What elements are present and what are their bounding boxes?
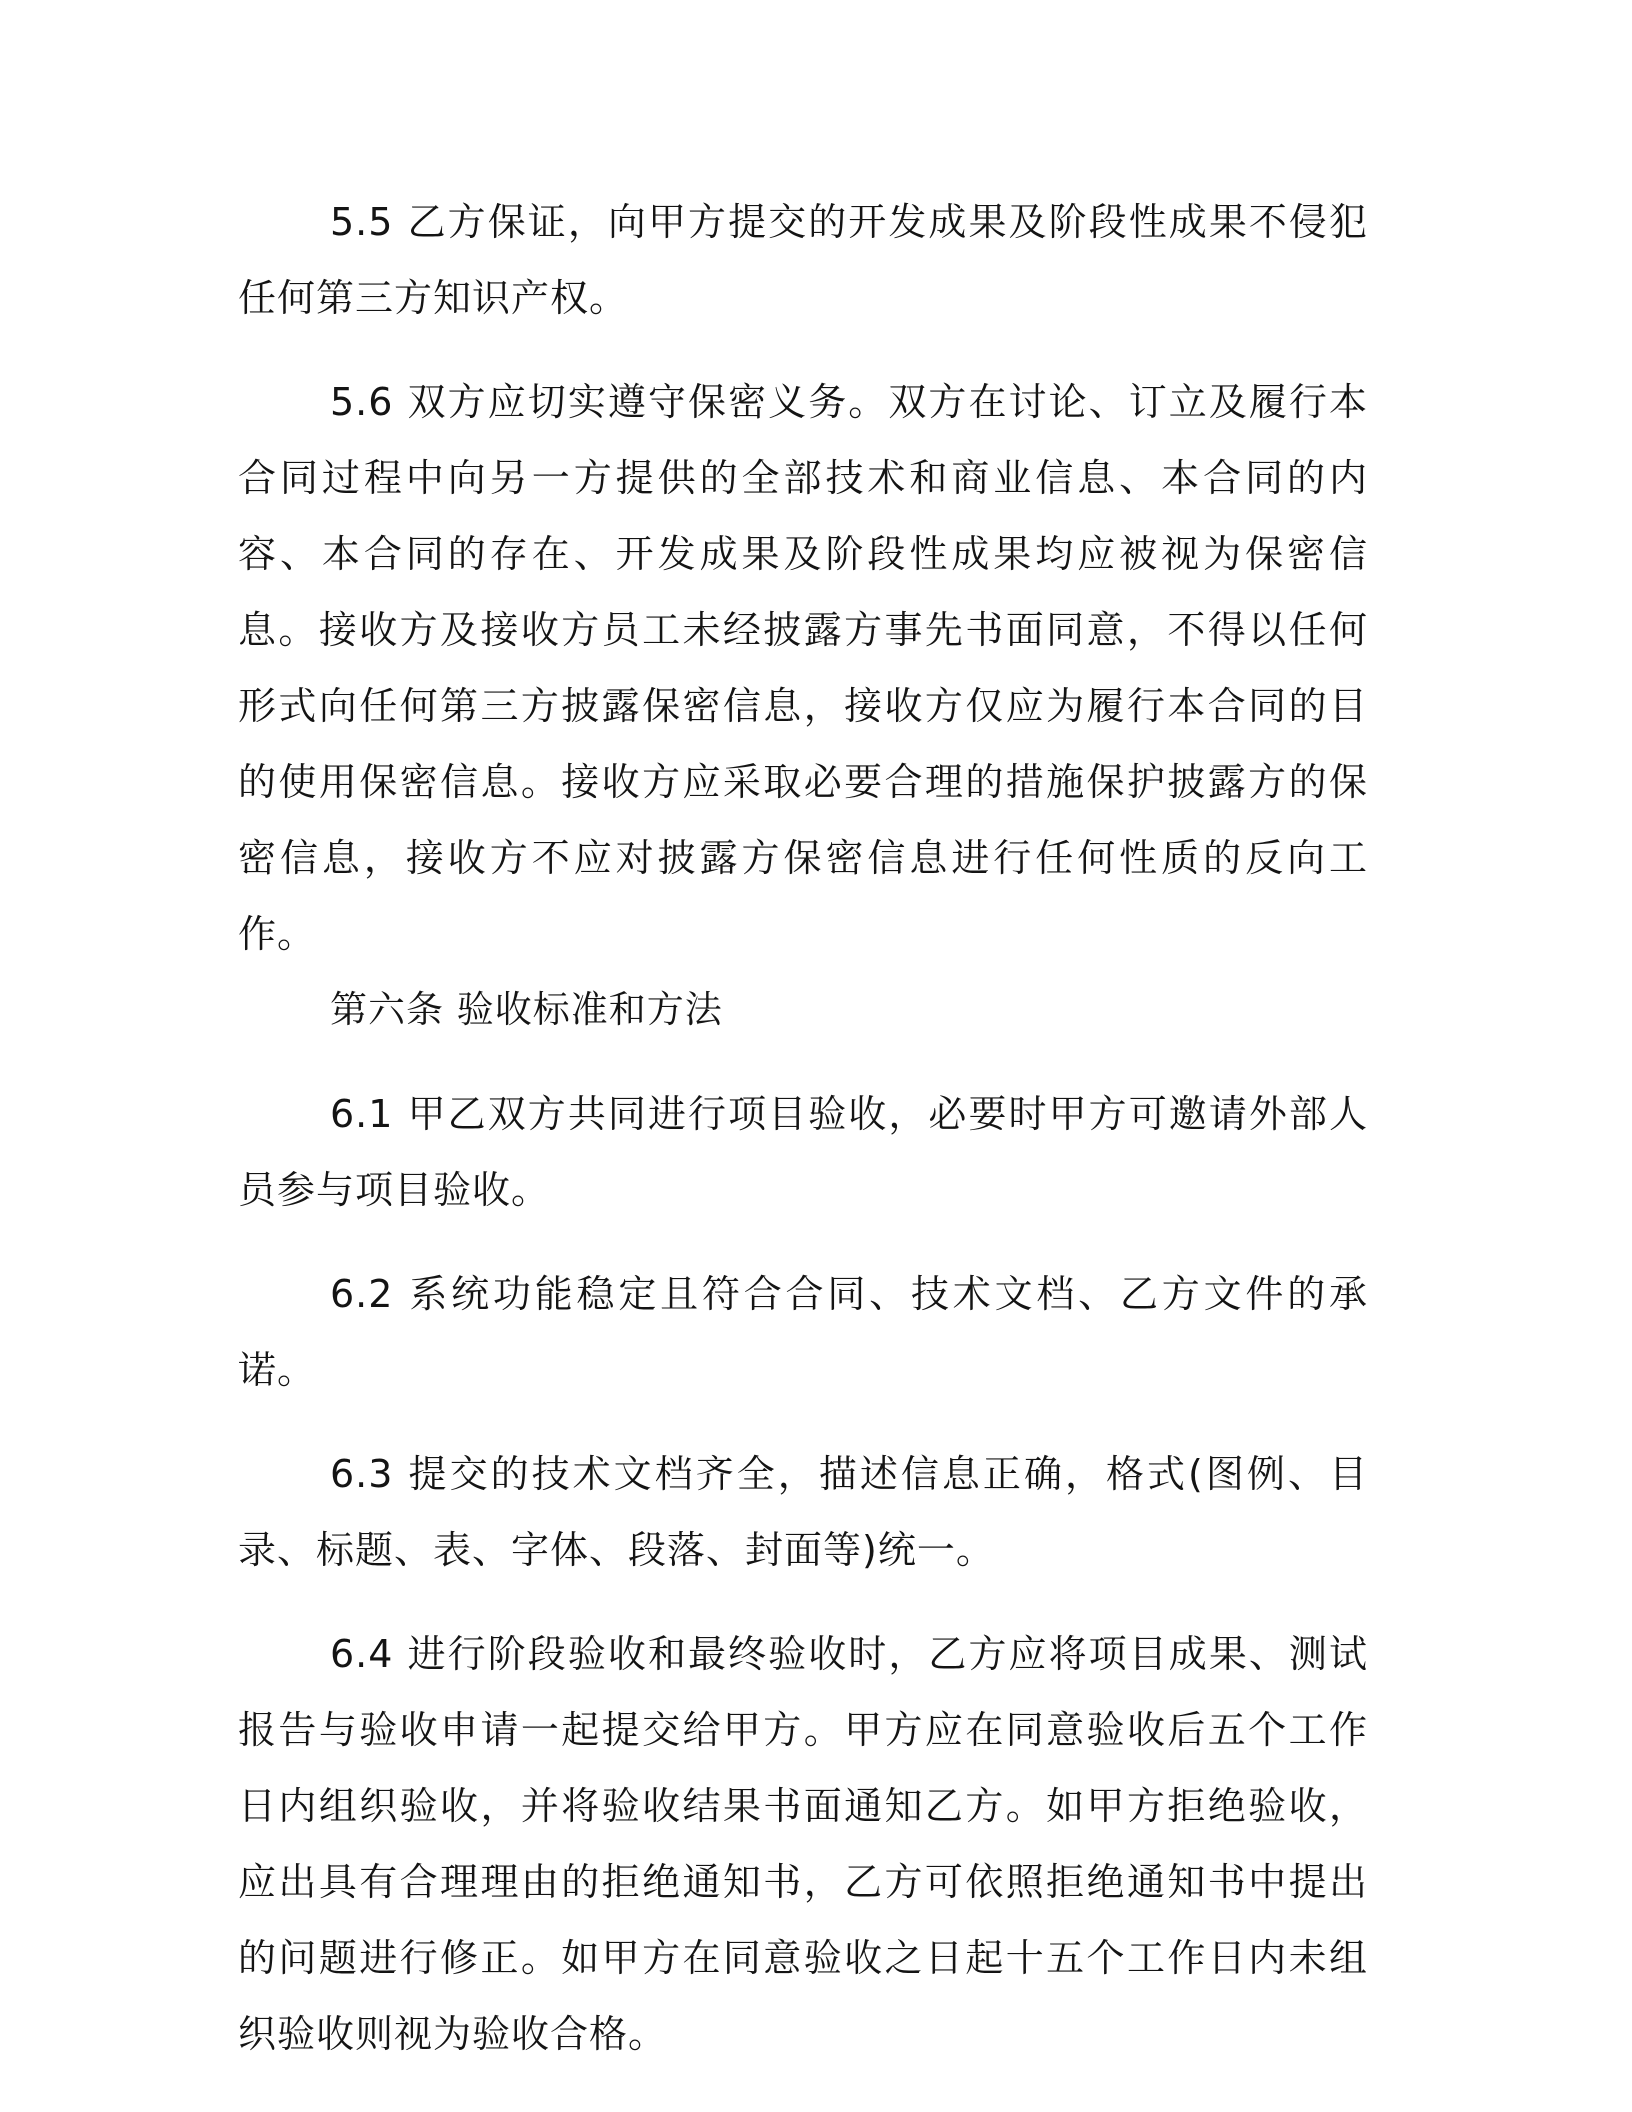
clause-6-1: 6.1 甲乙双方共同进行项目验收，必要时甲方可邀请外部人员参与项目验收。 <box>238 1092 1368 1212</box>
clause-5-5: 5.5 乙方保证，向甲方提交的开发成果及阶段性成果不侵犯任何第三方知识产权。 <box>238 200 1368 320</box>
clause-6-3: 6.3 提交的技术文档齐全，描述信息正确，格式(图例、目录、标题、表、字体、段落、封面等)统一。 <box>238 1452 1368 1572</box>
clause-5-6: 5.6 双方应切实遵守保密义务。双方在讨论、订立及履行本合同过程中向另一方提供的全部技术和商业信息、本合同的内容、本合同的存在、开发成果及阶段性成果均应被视为保密信息。接收方及接收方员工未经披露方事先书面同意，不得以任何形式向任何第三方披露保密信息，接收方仅应为履行本合同的目的使用保密信息。接收方应采取必要合理的措施保护披露方的保密信息，接收方不应对披露方保密信息进行任何性质的反向工作。 <box>238 380 1368 956</box>
clause-6-4: 6.4 进行阶段验收和最终验收时，乙方应将项目成果、测试报告与验收申请一起提交给甲方。甲方应在同意验收后五个工作日内组织验收，并将验收结果书面通知乙方。如甲方拒绝验收，应出具有合理理由的拒绝通知书，乙方可依照拒绝通知书中提出的问题进行修正。如甲方在同意验收之日起十五个工作日内未组织验收则视为验收合格。 <box>238 1632 1368 2056</box>
clause-6-2: 6.2 系统功能稳定且符合合同、技术文档、乙方文件的承诺。 <box>238 1272 1368 1392</box>
document-body <box>238 184 1368 2072</box>
article-6-heading: 第六条 验收标准和方法 <box>330 988 723 1031</box>
